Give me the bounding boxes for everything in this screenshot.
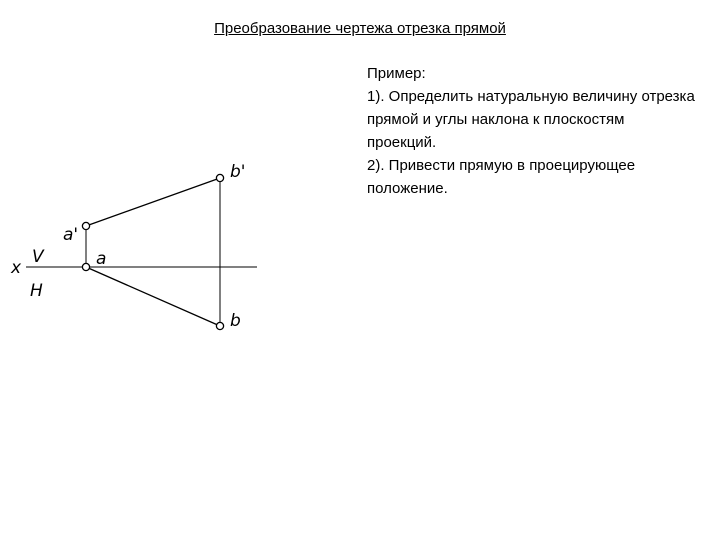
label-a-prime: a' — [63, 225, 79, 245]
label-x: x — [11, 258, 22, 278]
point-a-prime — [82, 222, 89, 229]
point-b — [216, 322, 223, 329]
segment-a-b — [86, 267, 220, 326]
task-item-1: 1). Определить натуральную величину отрезка прямой и углы наклона к плоскостям проекций. — [367, 88, 695, 151]
task-heading: Пример: — [367, 65, 426, 82]
segment-a-prime-b-prime — [86, 178, 220, 226]
point-a — [82, 263, 89, 270]
page-title: Преобразование чертежа отрезка прямой — [214, 20, 506, 37]
label-b: b — [230, 311, 241, 331]
label-v: V — [32, 247, 44, 267]
label-b-prime: b' — [230, 162, 246, 182]
task-item-2: 2). Привести прямую в проецирующее положение. — [367, 157, 636, 197]
label-a: a — [96, 249, 107, 269]
label-h: H — [30, 281, 43, 301]
point-b-prime — [216, 174, 223, 181]
